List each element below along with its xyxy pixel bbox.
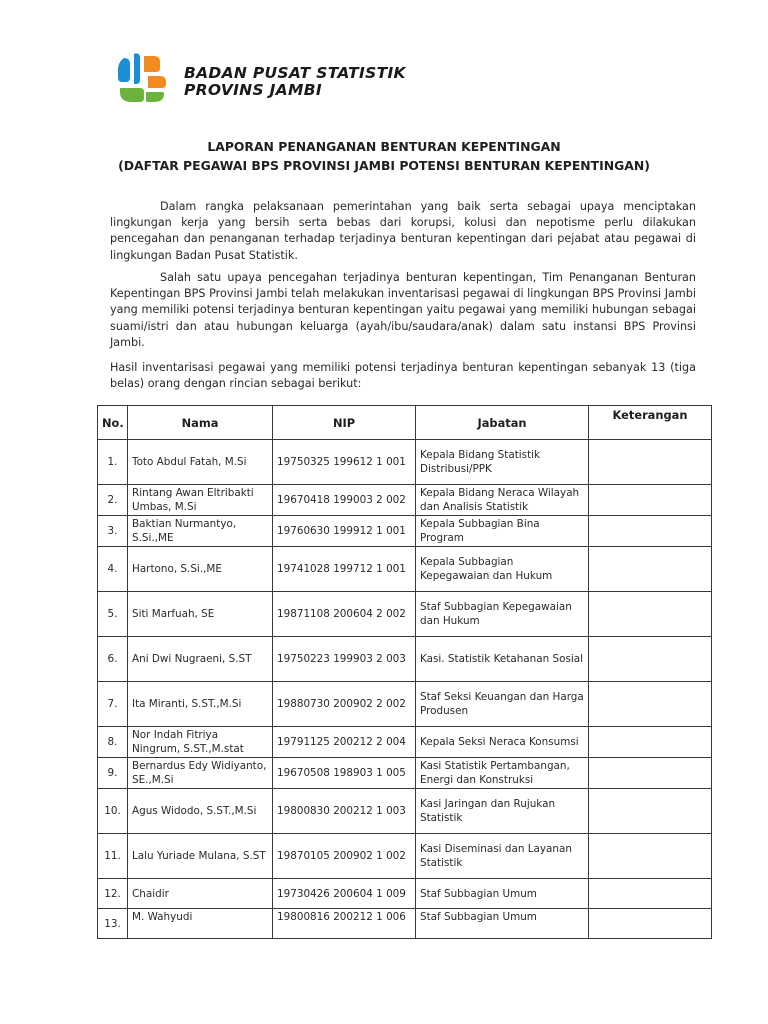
org-line-2: PROVINS JAMBI (184, 81, 322, 99)
cell-no: 4. (98, 547, 128, 592)
cell-jabatan: Kepala Bidang Statistik Distribusi/PPK (416, 440, 589, 485)
cell-jabatan: Staf Subbagian Umum (416, 879, 589, 909)
cell-nip: 19791125 200212 2 004 (273, 727, 416, 758)
cell-nip: 19670508 198903 1 005 (273, 758, 416, 789)
cell-no: 8. (98, 727, 128, 758)
cell-no: 10. (98, 789, 128, 834)
cell-nip: 19760630 199912 1 001 (273, 516, 416, 547)
cell-nip: 19800830 200212 1 003 (273, 789, 416, 834)
cell-nama: Bernardus Edy Widiyanto, SE.,M.Si (128, 758, 273, 789)
cell-jabatan: Kepala Subbagian Bina Program (416, 516, 589, 547)
cell-nama: Toto Abdul Fatah, M.Si (128, 440, 273, 485)
paragraph-3-text: Hasil inventarisasi pegawai yang memiliki potensi terjadinya benturan kepentingan sebanyak 13 (tiga belas) orang dengan rincian sebagai berikut: (110, 361, 696, 391)
cell-no: 12. (98, 879, 128, 909)
cell-jabatan: Kepala Subbagian Kepegawaian dan Hukum (416, 547, 589, 592)
cell-nip: 19741028 199712 1 001 (273, 547, 416, 592)
cell-no: 6. (98, 637, 128, 682)
employee-table (97, 405, 712, 939)
bps-logo-icon (110, 50, 176, 106)
cell-nip: 19670418 199003 2 002 (273, 485, 416, 516)
cell-keterangan (589, 879, 712, 909)
cell-nip: 19730426 200604 1 009 (273, 879, 416, 909)
cell-jabatan: Kasi. Statistik Ketahanan Sosial (416, 637, 589, 682)
table-row (98, 440, 712, 485)
cell-keterangan (589, 547, 712, 592)
table-row (98, 592, 712, 637)
table-row (98, 682, 712, 727)
cell-jabatan: Staf Seksi Keuangan dan Harga Produsen (416, 682, 589, 727)
cell-jabatan: Kasi Diseminasi dan Layanan Statistik (416, 834, 589, 879)
title-line-1: LAPORAN PENANGANAN BENTURAN KEPENTINGAN (207, 139, 561, 154)
cell-keterangan (589, 592, 712, 637)
cell-jabatan: Kasi Jaringan dan Rujukan Statistik (416, 789, 589, 834)
cell-no: 13. (98, 909, 128, 939)
title-line-2: (DAFTAR PEGAWAI BPS PROVINSI JAMBI POTENSI BENTURAN KEPENTINGAN) (118, 158, 650, 173)
table-row (98, 547, 712, 592)
cell-nama: Agus Widodo, S.ST.,M.Si (128, 789, 273, 834)
cell-nip: 19880730 200902 2 002 (273, 682, 416, 727)
header-no: No. (98, 406, 128, 440)
cell-jabatan: Kepala Seksi Neraca Konsumsi (416, 727, 589, 758)
cell-keterangan (589, 834, 712, 879)
paragraph-2-text: Salah satu upaya pencegahan terjadinya benturan kepentingan, Tim Penanganan Benturan Kepentingan BPS Provinsi Jambi telah melakukan inventarisasi pegawai di lingkungan BPS Provinsi Jambi yang memiliki potensi terjadinya benturan kepentingan yaitu pegawai yang memiliki hubungan sebagai suami/istri dan atau hubungan keluarga (ayah/ibu/saudara/anak) dalam satu instansi BPS Provinsi Jambi. (110, 271, 696, 349)
cell-keterangan (589, 727, 712, 758)
table-row (98, 834, 712, 879)
cell-keterangan (589, 637, 712, 682)
cell-nama: Ita Miranti, S.ST.,M.Si (128, 682, 273, 727)
table-header-row (98, 406, 712, 440)
table-row (98, 789, 712, 834)
cell-keterangan (589, 758, 712, 789)
table-row (98, 727, 712, 758)
cell-jabatan: Kepala Bidang Neraca Wilayah dan Analisis Statistik (416, 485, 589, 516)
table-row (98, 758, 712, 789)
header-keterangan: Keterangan (589, 406, 712, 440)
cell-nama: Baktian Nurmantyo, S.Si.,ME (128, 516, 273, 547)
cell-nama: Ani Dwi Nugraeni, S.ST (128, 637, 273, 682)
table-row (98, 637, 712, 682)
cell-nama: M. Wahyudi (128, 909, 273, 939)
header-nip: NIP (273, 406, 416, 440)
paragraph-2 (110, 270, 696, 351)
cell-no: 9. (98, 758, 128, 789)
cell-nip: 19800816 200212 1 006 (273, 909, 416, 939)
cell-no: 5. (98, 592, 128, 637)
cell-keterangan (589, 485, 712, 516)
paragraph-3 (110, 360, 696, 392)
cell-no: 11. (98, 834, 128, 879)
table-row (98, 909, 712, 939)
cell-nama: Siti Marfuah, SE (128, 592, 273, 637)
cell-no: 2. (98, 485, 128, 516)
cell-keterangan (589, 789, 712, 834)
cell-no: 3. (98, 516, 128, 547)
cell-nip: 19750325 199612 1 001 (273, 440, 416, 485)
cell-nama: Lalu Yuriade Mulana, S.ST (128, 834, 273, 879)
organization-name (184, 65, 406, 99)
cell-no: 1. (98, 440, 128, 485)
org-line-1: BADAN PUSAT STATISTIK (184, 64, 406, 82)
cell-jabatan: Staf Subbagian Umum (416, 909, 589, 939)
cell-no: 7. (98, 682, 128, 727)
header-nama: Nama (128, 406, 273, 440)
cell-nama: Nor Indah Fitriya Ningrum, S.ST.,M.stat (128, 727, 273, 758)
cell-keterangan (589, 440, 712, 485)
cell-nama: Chaidir (128, 879, 273, 909)
cell-keterangan (589, 682, 712, 727)
report-title (90, 137, 678, 175)
cell-nama: Hartono, S.Si.,ME (128, 547, 273, 592)
paragraph-1-text: Dalam rangka pelaksanaan pemerintahan yang baik serta sebagai upaya menciptakan lingkungan kerja yang bersih serta bebas dari korupsi, kolusi dan nepotisme perlu dilakukan pencegahan dan penanganan terhadap terjadinya benturan kepentingan dari pejabat atau pegawai di lingkungan Badan Pusat Statistik. (110, 200, 696, 262)
cell-nip: 19870105 200902 1 002 (273, 834, 416, 879)
cell-keterangan (589, 909, 712, 939)
cell-nip: 19871108 200604 2 002 (273, 592, 416, 637)
cell-nama: Rintang Awan Eltribakti Umbas, M.Si (128, 485, 273, 516)
cell-jabatan: Staf Subbagian Kepegawaian dan Hukum (416, 592, 589, 637)
cell-keterangan (589, 516, 712, 547)
header-jabatan: Jabatan (416, 406, 589, 440)
table-row (98, 485, 712, 516)
paragraph-1 (110, 199, 696, 264)
cell-jabatan: Kasi Statistik Pertambangan, Energi dan Konstruksi (416, 758, 589, 789)
table-row (98, 879, 712, 909)
cell-nip: 19750223 199903 2 003 (273, 637, 416, 682)
table-row (98, 516, 712, 547)
